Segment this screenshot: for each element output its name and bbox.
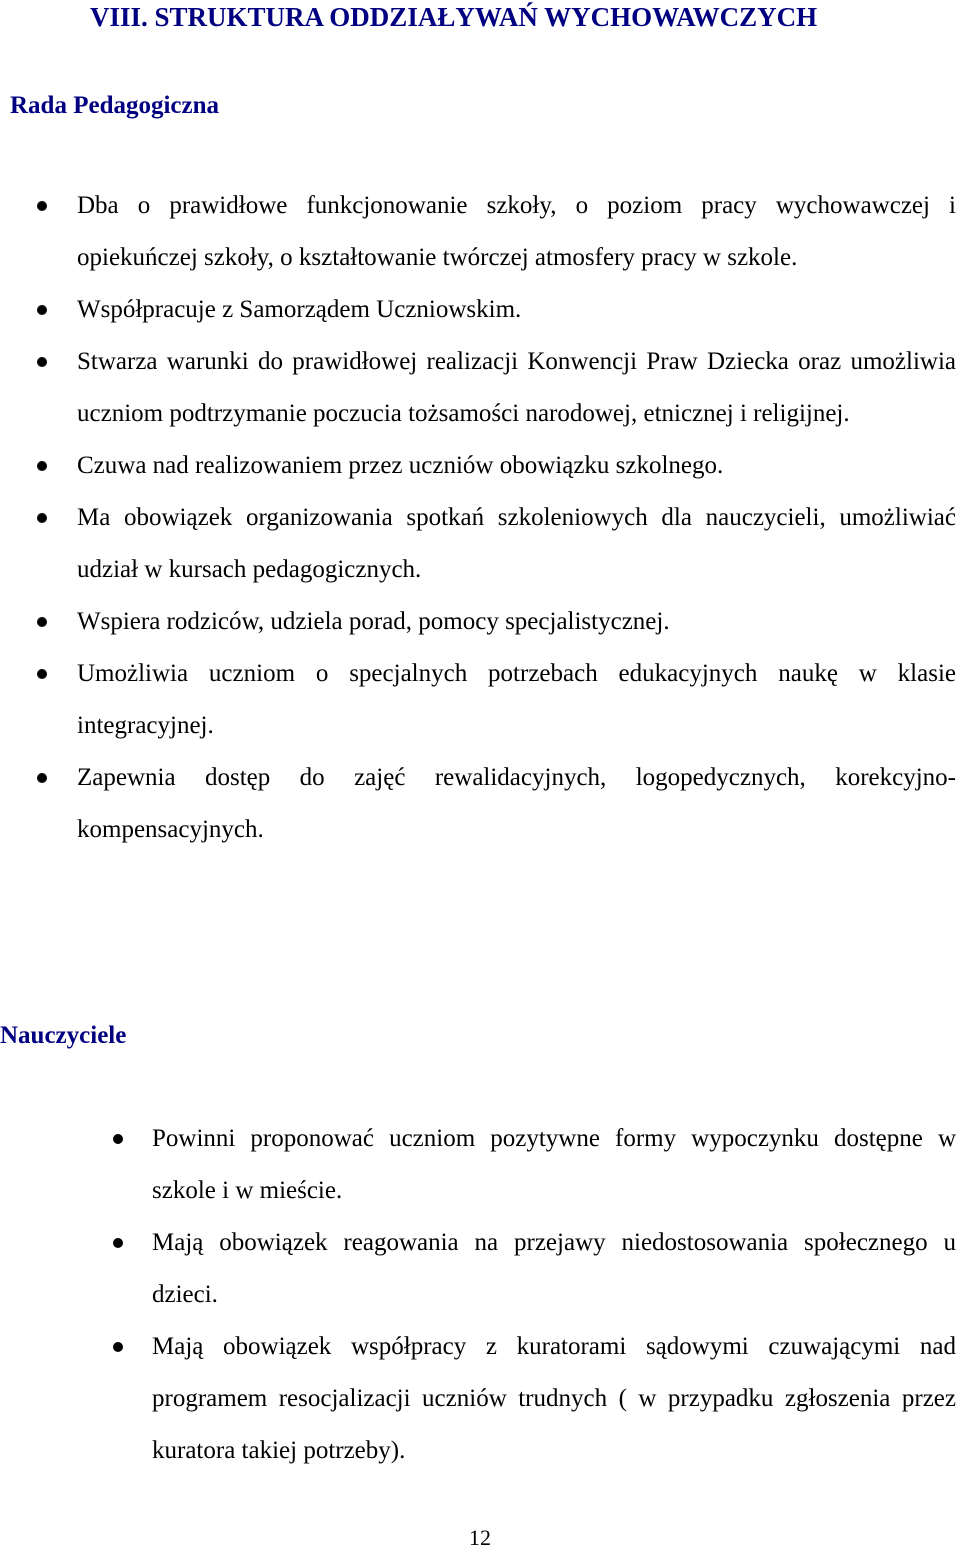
list-item-text: Mają obowiązek reagowania na przejawy niedostosowania społecznego u dzieci. <box>152 1229 956 1308</box>
bullet-icon <box>113 1238 123 1248</box>
list-item <box>0 596 960 648</box>
list-item <box>0 648 960 752</box>
rada-pedagogiczna-list <box>0 180 960 856</box>
bullet-icon <box>37 305 47 315</box>
list-item <box>0 440 960 492</box>
list-item <box>0 1321 960 1477</box>
bullet-icon <box>37 773 47 783</box>
bullet-icon <box>113 1342 123 1352</box>
bullet-icon <box>37 357 47 367</box>
list-item-text: Stwarza warunki do prawidłowej realizacji Konwencji Praw Dziecka oraz umożliwia uczniom podtrzymanie poczucia tożsamości narodowej, etnicznej i religijnej. <box>77 348 956 427</box>
list-item-text: Współpracuje z Samorządem Uczniowskim. <box>77 296 522 323</box>
bullet-icon <box>37 201 47 211</box>
list-item <box>0 336 960 440</box>
list-item <box>0 1113 960 1217</box>
bullet-icon <box>37 617 47 627</box>
page-number: 12 <box>469 1525 491 1550</box>
bullet-icon <box>37 669 47 679</box>
list-item-text: Powinni proponować uczniom pozytywne formy wypoczynku dostępne w szkole i w mieście. <box>152 1125 956 1204</box>
list-item-text: Mają obowiązek współpracy z kuratorami sądowymi czuwającymi nad programem resocjalizacji uczniów trudnych ( w przypadku zgłoszenia przez kuratora takiej potrzeby). <box>152 1333 956 1464</box>
section-heading-rada-pedagogiczna: Rada Pedagogiczna <box>10 92 220 119</box>
page-title: VIII. STRUKTURA ODDZIAŁYWAŃ WYCHOWAWCZYCH <box>90 2 818 32</box>
list-item <box>0 1217 960 1321</box>
list-item <box>0 180 960 284</box>
list-item-text: Umożliwia uczniom o specjalnych potrzebach edukacyjnych naukę w klasie integracyjnej. <box>77 660 956 739</box>
section-heading-nauczyciele: Nauczyciele <box>0 1022 127 1049</box>
list-item-text: Ma obowiązek organizowania spotkań szkoleniowych dla nauczycieli, umożliwiać udział w kursach pedagogicznych. <box>77 504 956 583</box>
bullet-icon <box>113 1134 123 1144</box>
list-item-text: Wspiera rodziców, udziela porad, pomocy specjalistycznej. <box>77 608 670 635</box>
list-item-text: Dba o prawidłowe funkcjonowanie szkoły, o poziom pracy wychowawczej i opiekuńczej szkoły, o kształtowanie twórczej atmosfery pracy w szkole. <box>77 192 956 271</box>
nauczyciele-list <box>0 1113 960 1477</box>
list-item <box>0 284 960 336</box>
list-item <box>0 492 960 596</box>
bullet-icon <box>37 461 47 471</box>
bullet-icon <box>37 513 47 523</box>
list-item <box>0 752 960 856</box>
list-item-text: Zapewnia dostęp do zajęć rewalidacyjnych, logopedycznych, korekcyjno-kompensacyjnych. <box>77 764 956 843</box>
list-item-text: Czuwa nad realizowaniem przez uczniów obowiązku szkolnego. <box>77 452 724 479</box>
